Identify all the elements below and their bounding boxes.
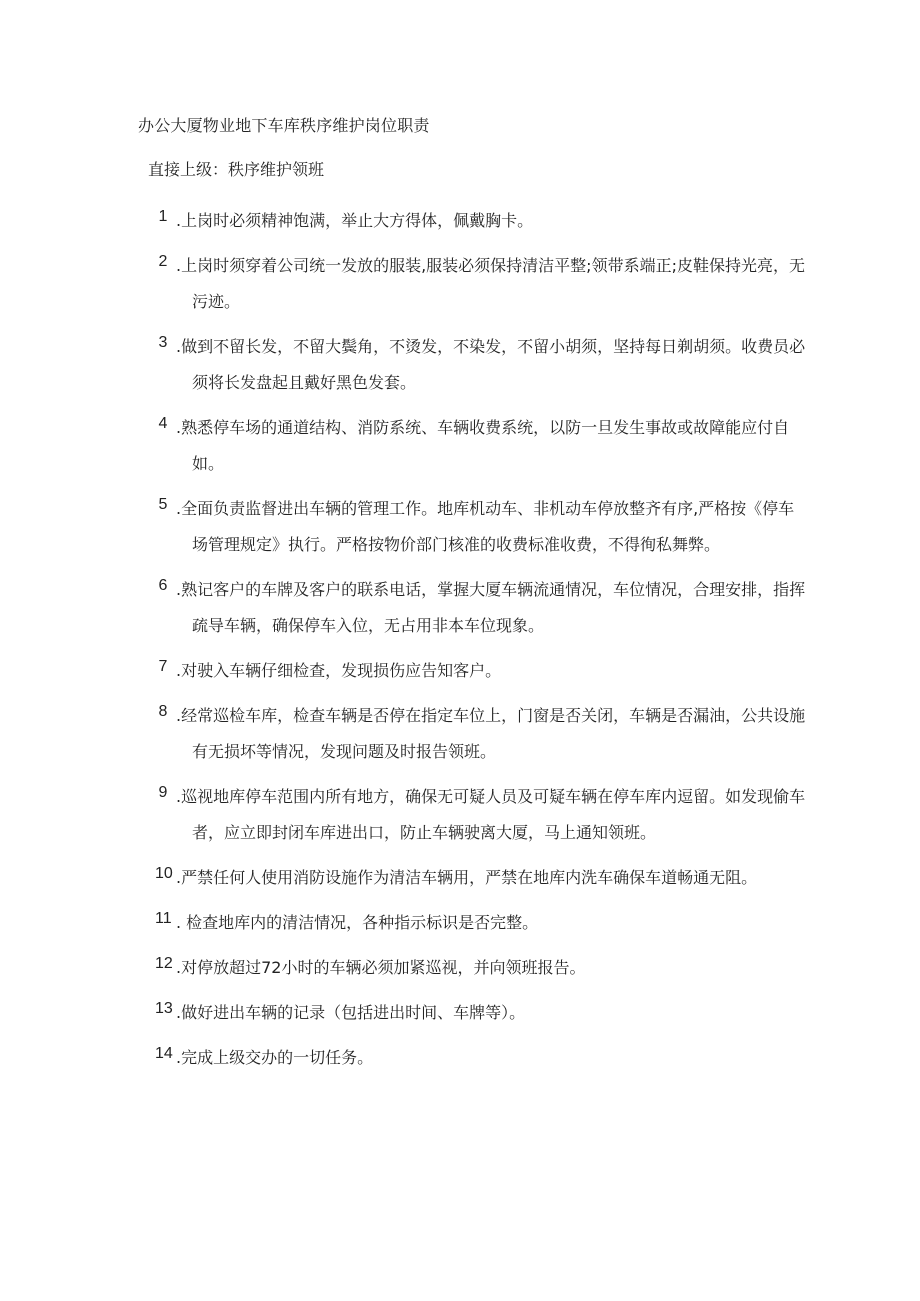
duty-item xyxy=(0,572,920,644)
duty-item xyxy=(0,995,920,1031)
duty-text: .熟记客户的车牌及客户的联系电话，掌握大厦车辆流通情况，车位情况，合理安排，指挥疏导车辆，确保停车入位，无占用非本车位现象。 xyxy=(176,580,806,635)
duty-item xyxy=(0,203,920,239)
duty-item xyxy=(0,779,920,851)
duty-text: .对驶入车辆仔细检查，发现损伤应告知客户。 xyxy=(176,661,502,680)
duty-item xyxy=(0,860,920,896)
direct-superior-line: 直接上级：秩序维护领班 xyxy=(148,160,325,179)
duty-number: 8 xyxy=(158,703,168,720)
duty-text: .上岗时必须精神饱满，举止大方得体，佩戴胸卡。 xyxy=(176,211,534,230)
duty-number: 1 xyxy=(158,208,168,225)
duty-number: 9 xyxy=(158,784,168,801)
duty-text: .上岗时须穿着公司统一发放的服装,服装必须保持清洁平整;领带系端正;皮鞋保持光亮，无污迹。 xyxy=(176,256,805,311)
duty-number: 13 xyxy=(155,1000,173,1017)
duty-text: .做到不留长发，不留大鬓角，不烫发，不染发，不留小胡须，坚持每日剃胡须。收费员必须将长发盘起且戴好黑色发套。 xyxy=(176,337,806,392)
duty-number: 6 xyxy=(158,577,168,594)
document-title: 办公大厦物业地下车库秩序维护岗位职责 xyxy=(138,116,430,135)
duty-item xyxy=(0,905,920,941)
duty-text: .经常巡检车库，检查车辆是否停在指定车位上，门窗是否关闭，车辆是否漏油，公共设施有无损坏等情况，发现问题及时报告领班。 xyxy=(176,706,806,761)
duty-item xyxy=(0,410,920,482)
duty-number: 3 xyxy=(158,334,168,351)
duty-item xyxy=(0,950,920,986)
duty-text: .严禁任何人使用消防设施作为清洁车辆用，严禁在地库内洗车确保车道畅通无阻。 xyxy=(176,868,758,887)
duty-item xyxy=(0,491,920,563)
duty-number: 2 xyxy=(158,253,168,270)
duty-text: .对停放超过72小时的车辆必须加紧巡视，并向领班报告。 xyxy=(176,958,586,977)
duty-number: 14 xyxy=(155,1045,173,1062)
duty-number: 4 xyxy=(158,415,168,432)
duty-number: 11 xyxy=(155,910,172,927)
duty-number: 12 xyxy=(155,955,173,972)
duty-item xyxy=(0,698,920,770)
duty-text: .巡视地库停车范围内所有地方，确保无可疑人员及可疑车辆在停车库内逗留。如发现偷车者，应立即封闭车库进出口，防止车辆驶离大厦，马上通知领班。 xyxy=(176,787,806,842)
duty-number: 10 xyxy=(155,865,173,882)
duty-text: .做好进出车辆的记录（包括进出时间、车牌等）。 xyxy=(176,1003,526,1022)
duty-text: .全面负责监督进出车辆的管理工作。地库机动车、非机动车停放整齐有序,严格按《停车场管理规定》执行。严格按物价部门核准的收费标准收费，不得徇私舞弊。 xyxy=(176,499,795,554)
duty-list xyxy=(0,203,920,1085)
duty-number: 5 xyxy=(158,496,168,513)
duty-item xyxy=(0,1040,920,1076)
duty-number: 7 xyxy=(158,658,168,675)
duty-text: . 检查地库内的清洁情况，各种指示标识是否完整。 xyxy=(176,913,539,932)
duty-text: .熟悉停车场的通道结构、消防系统、车辆收费系统，以防一旦发生事故或故障能应付自如。 xyxy=(176,418,790,473)
duty-text: .完成上级交办的一切任务。 xyxy=(176,1048,374,1067)
duty-item xyxy=(0,329,920,401)
duty-item xyxy=(0,248,920,320)
duty-item xyxy=(0,653,920,689)
